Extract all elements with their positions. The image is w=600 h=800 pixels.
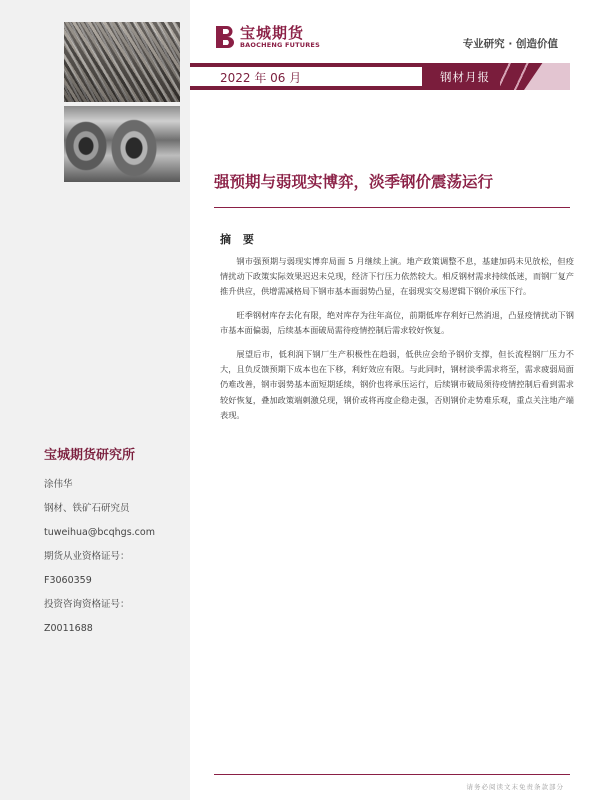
steel-coil-photo: [64, 106, 180, 182]
institute-title: 宝城期货研究所: [44, 448, 136, 463]
header-band: [190, 63, 570, 90]
date-box: [190, 67, 422, 86]
analyst-email[interactable]: tuweihua@bcqhgs.com: [44, 527, 155, 538]
abstract-paragraph: 钢市强预期与弱现实博弈局面 5 月继续上演。地产政策调整不息，基建加码未见放松，但疫情扰动下政策实际效果迟迟未兑现，经济下行压力依然较大。相反钢材需求持续低迷，而钢厂复产推升供应，供增需减格局下钢市基本面弱势凸显，在弱现实交易逻辑下钢价承压下行。: [220, 256, 574, 297]
abstract-heading: 摘 要: [220, 233, 258, 246]
futures-cert-label: 期货从业资格证号：: [44, 551, 130, 562]
analyst-name: 涂伟华: [44, 479, 73, 490]
logo-b-icon: [214, 24, 236, 50]
advisory-cert-number: Z0011688: [44, 623, 93, 634]
company-logo: [214, 24, 320, 50]
abstract-paragraph: 展望后市，低利润下钢厂生产积极性在趋弱，低供应会给予钢价支撑，但长流程钢厂压力不大，且负反馈预期下成本也在下移，利好效应有限。与此同时，钢材淡季需求将至，需求疲弱局面仍难改善，钢市弱势基本面短期延续，钢价也将承压运行，后续钢市破局须待疫情控制后看到需求较好恢复，叠加政策端刺激兑现，钢价或将再度企稳走强，否则钢价走势难乐观，重点关注地产端表现。: [220, 349, 574, 420]
disclaimer: 请务必阅读文末免责条款部分: [466, 783, 564, 791]
sidebar: [0, 0, 190, 800]
abstract-body: [220, 254, 574, 432]
abstract-paragraph: 旺季钢材库存去化有限，绝对库存为往年高位，前期低库存利好已然消退，凸显疫情扰动下钢市基本面偏弱，后续基本面破局需待疫情控制后需求较好恢复。: [220, 310, 574, 336]
futures-cert-number: F3060359: [44, 575, 92, 586]
rebar-photo: [64, 22, 180, 102]
report-type: 钢材月报: [440, 70, 490, 84]
slogan: 专业研究 · 创造价值: [462, 38, 558, 50]
analyst-info: [44, 480, 155, 648]
logo-english-name: BAOCHENG FUTURES: [240, 41, 320, 49]
divider: [214, 207, 570, 208]
page-title: 强预期与弱现实博弈，淡季钢价震荡运行: [214, 173, 494, 191]
logo-chinese-name: 宝城期货: [240, 24, 305, 42]
footer-divider: [214, 774, 570, 775]
report-date: 2022 年 06 月: [220, 71, 302, 85]
analyst-role: 钢材、铁矿石研究员: [44, 503, 130, 514]
advisory-cert-label: 投资咨询资格证号：: [44, 599, 130, 610]
